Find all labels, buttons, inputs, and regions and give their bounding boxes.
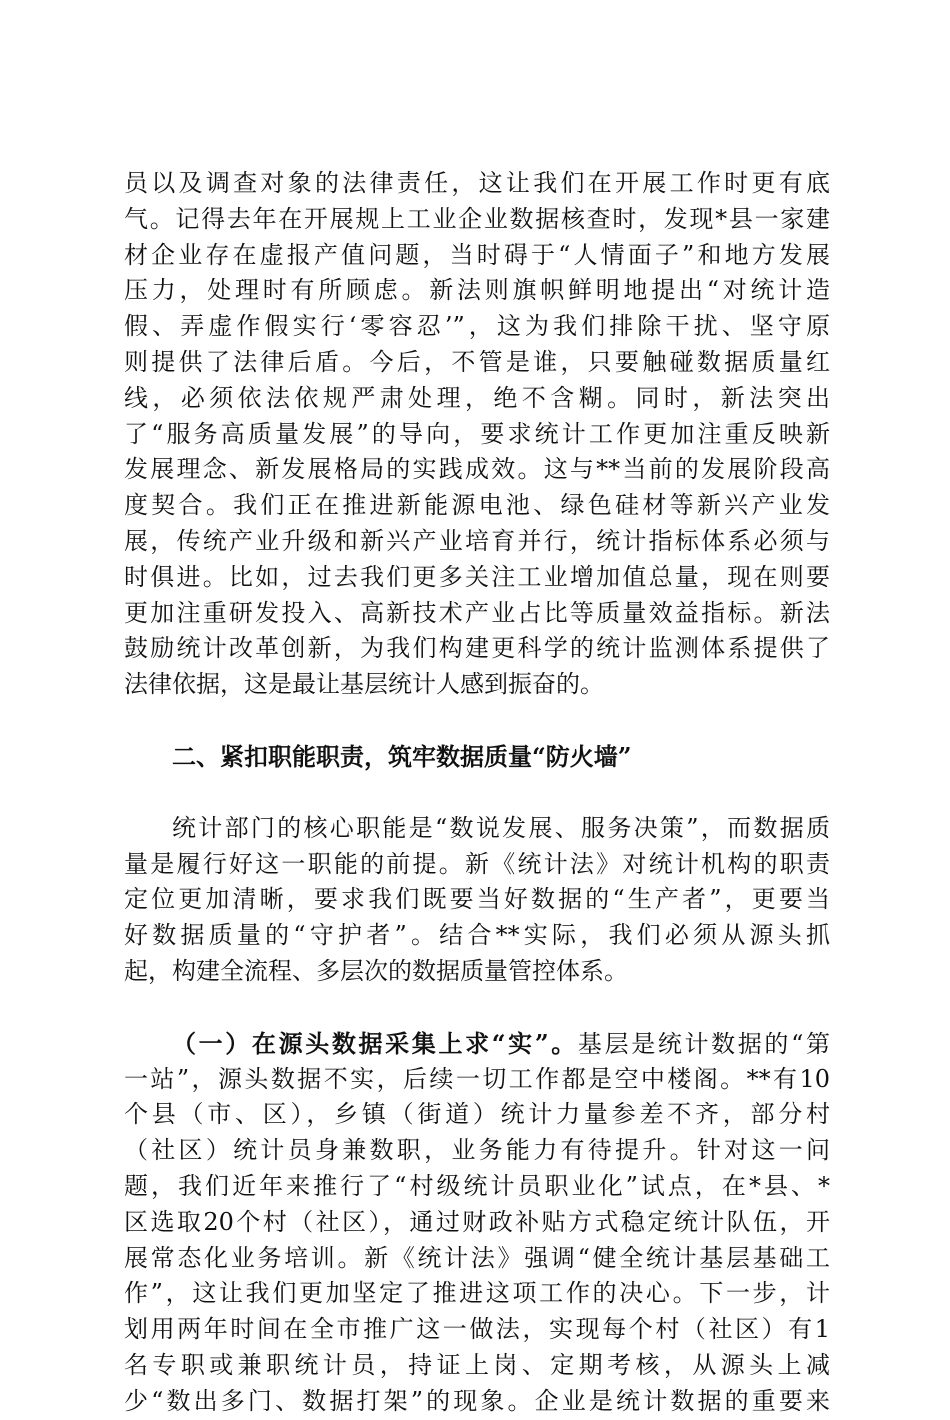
- paragraph-line: 少“数出多门、数据打架”的现象。企业是统计数据的重要来: [124, 1386, 830, 1415]
- section-heading: 二、紧扣职能职责，筑牢数据质量“防火墙”: [172, 741, 632, 771]
- paragraph-line: 展，传统产业升级和新兴产业培育并行，统计指标体系必须与: [124, 526, 830, 555]
- paragraph-line: 压力，处理时有所顾虑。新法则旗帜鲜明地提出“对统计造: [124, 276, 830, 305]
- paragraph-line: （社区）统计员身兼数职，业务能力有待提升。针对这一问: [124, 1136, 830, 1165]
- paragraph-line: 好数据质量的“守护者”。结合**实际，我们必须从源头抓: [124, 921, 830, 950]
- paragraph-line: 气。记得去年在开展规上工业企业数据核查时，发现*县一家建: [124, 204, 830, 233]
- paragraph-line: 题，我们近年来推行了“村级统计员职业化”试点，在*县、*: [124, 1171, 830, 1200]
- paragraph-spacing: [124, 775, 830, 811]
- paragraph-source-data: [124, 1026, 830, 1420]
- paragraph-line: 发展理念、新发展格局的实践成效。这与**当前的发展阶段高: [124, 455, 830, 484]
- paragraph-spacing: [124, 990, 830, 1026]
- paragraph-line: 假、弄虚作假实行‘零容忍’”，这为我们排除干扰、坚守原: [124, 312, 830, 341]
- paragraph-line: 材企业存在虚报产值问题，当时碍于“人情面子”和地方发展: [124, 240, 830, 269]
- paragraph-line: 度契合。我们正在推进新能源电池、绿色硅材等新兴产业发: [124, 491, 830, 520]
- subsection-heading: （一）在源头数据采集上求“实”。: [172, 1028, 578, 1058]
- paragraph-line: 线，必须依法依规严肃处理，绝不含糊。同时，新法突出: [124, 383, 830, 412]
- document-page: [124, 166, 830, 1420]
- paragraph-line: 名专职或兼职统计员，持证上岗、定期考核，从源头上减: [124, 1350, 830, 1379]
- paragraph-line: 量是履行好这一职能的前提。新《统计法》对统计机构的职责: [124, 849, 830, 878]
- paragraph-line: 时俱进。比如，过去我们更多关注工业增加值总量，现在则要: [124, 562, 830, 591]
- paragraph-legal-responsibility: [124, 166, 830, 703]
- paragraph-line: 鼓励统计改革创新，为我们构建更科学的统计监测体系提供了: [124, 634, 830, 663]
- paragraph-line: 区选取20个村（社区），通过财政补贴方式稳定统计队伍，开: [124, 1207, 830, 1236]
- paragraph-line: 则提供了法律后盾。今后，不管是谁，只要触碰数据质量红: [124, 347, 830, 376]
- paragraph-core-function: [124, 811, 830, 990]
- paragraph-line: 了“服务高质量发展”的导向，要求统计工作更加注重反映新: [124, 419, 830, 448]
- paragraph-spacing: [124, 703, 830, 739]
- paragraph-line: 个县（市、区），乡镇（街道）统计力量参差不齐，部分村: [124, 1100, 830, 1129]
- paragraph-line: 作”，这让我们更加坚定了推进这项工作的决心。下一步，计: [124, 1279, 830, 1308]
- paragraph-line: 统计部门的核心职能是“数说发展、服务决策”，而数据质: [172, 813, 830, 842]
- paragraph-line: 起，构建全流程、多层次的数据质量管控体系。: [124, 956, 628, 985]
- paragraph-line: 法律依据，这是最让基层统计人感到振奋的。: [124, 670, 604, 699]
- paragraph-line: 展常态化业务培训。新《统计法》强调“健全统计基层基础工: [124, 1243, 830, 1272]
- paragraph-lead-line: [124, 1026, 830, 1062]
- paragraph-line: 划用两年时间在全市推广这一做法，实现每个村（社区）有1: [124, 1315, 830, 1344]
- paragraph-line: 一站”，源头数据不实，后续一切工作都是空中楼阁。**有10: [124, 1064, 830, 1093]
- paragraph-line: 定位更加清晰，要求我们既要当好数据的“生产者”，更要当: [124, 885, 830, 914]
- paragraph-line: 员以及调查对象的法律责任，这让我们在开展工作时更有底: [124, 169, 830, 197]
- paragraph-line: 更加注重研发投入、高新技术产业占比等质量效益指标。新法: [124, 598, 830, 627]
- paragraph-lead-text: 基层是统计数据的“第: [577, 1029, 830, 1058]
